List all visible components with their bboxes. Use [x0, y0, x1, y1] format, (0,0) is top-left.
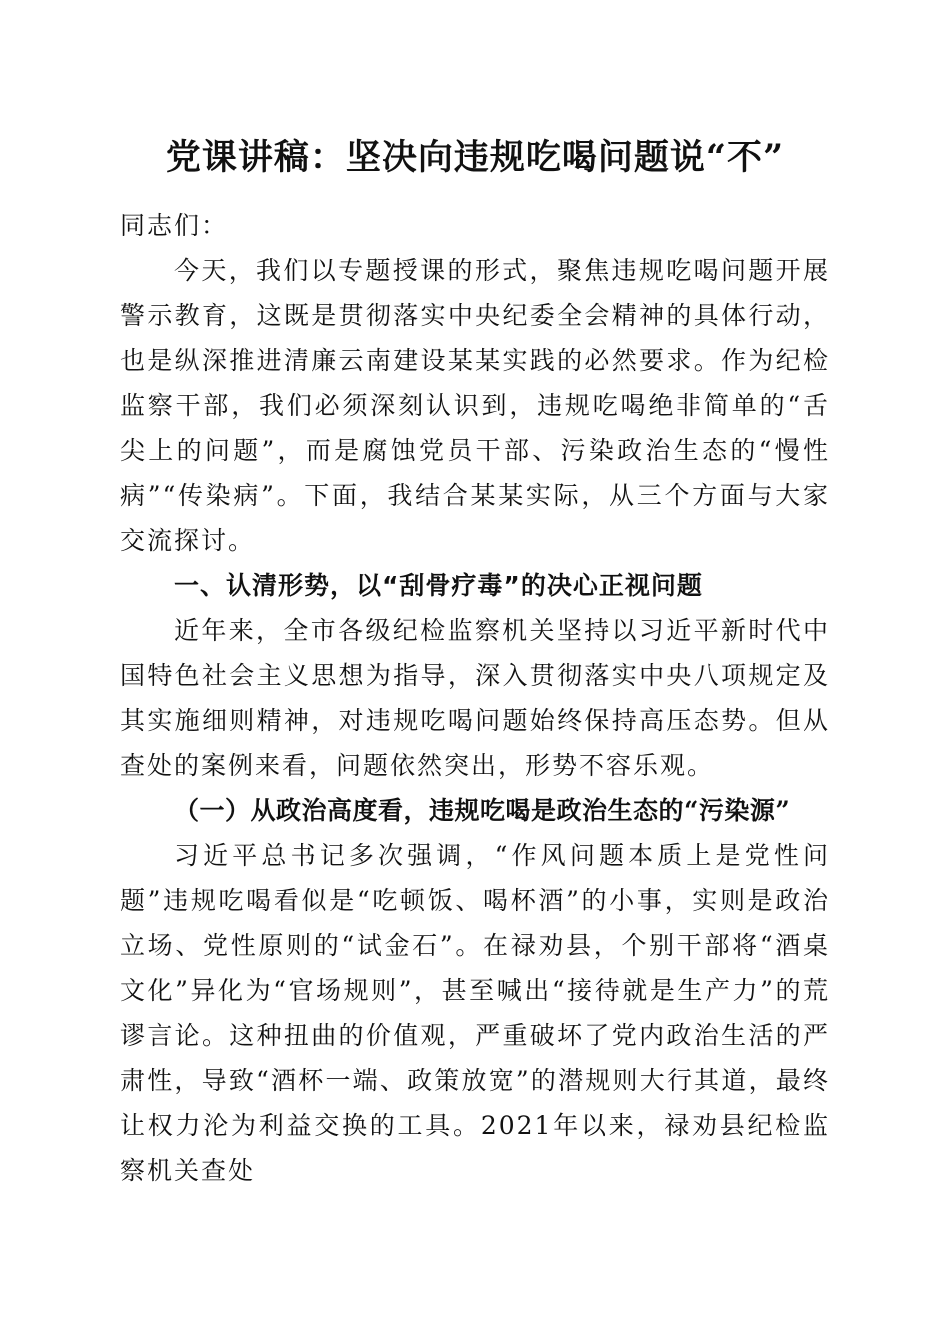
- intro-paragraph: 今天，我们以专题授课的形式，聚焦违规吃喝问题开展警示教育，这既是贯彻落实中央纪委全会精神的具体行动，也是纵深推进清廉云南建设某某实践的必然要求。作为纪检监察干部，我们必须深刻认识到，违规吃喝绝非简单的“舌尖上的问题”，而是腐蚀党员干部、污染政治生态的“慢性病”“传染病”。下面，我结合某某实际，从三个方面与大家交流探讨。: [120, 256, 830, 555]
- subsection-1-paragraph: 习近平总书记多次强调，“作风问题本质上是党性问题”违规吃喝看似是“吃顿饭、喝杯酒”的小事，实则是政治立场、党性原则的“试金石”。在禄劝县，个别干部将“酒桌文化”异化为“官场规则”，甚至喊出“接待就是生产力”的荒谬言论。这种扭曲的价值观，严重破坏了党内政治生活的严肃性，导致“酒杯一端、政策放宽”的潜规则大行其道，最终让权力沦为利益交换的工具。2021年以来，禄劝县纪检监察机关查处: [120, 841, 830, 1185]
- subsection-1-heading: （一）从政治高度看，违规吃喝是政治生态的“污染源”: [174, 796, 791, 825]
- salutation: 同志们：: [120, 211, 229, 240]
- section-1-heading: 一、认清形势，以“刮骨疗毒”的决心正视问题: [174, 571, 703, 600]
- section-1-paragraph: 近年来，全市各级纪检监察机关坚持以习近平新时代中国特色社会主义思想为指导，深入贯彻落实中央八项规定及其实施细则精神，对违规吃喝问题始终保持高压态势。但从查处的案例来看，问题依然突出，形势不容乐观。: [120, 616, 830, 780]
- page-title: 党课讲稿：坚决向违规吃喝问题说“不”: [165, 137, 785, 178]
- document-body: [120, 203, 830, 1193]
